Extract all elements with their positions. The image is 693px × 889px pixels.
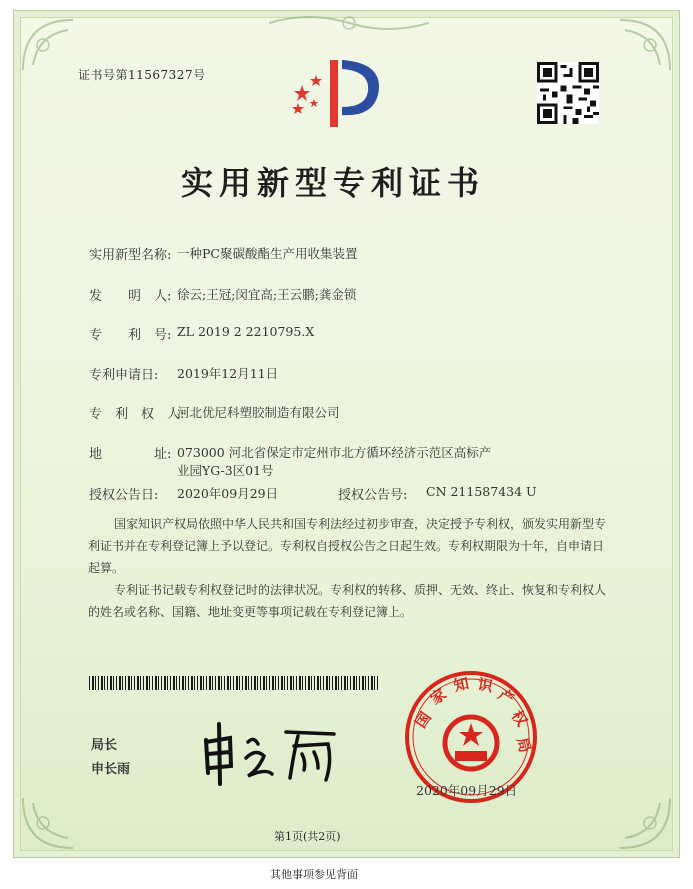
svg-text:产: 产	[494, 685, 518, 709]
field-label-name: 实用新型名称:	[89, 248, 172, 263]
director-signature-icon	[198, 718, 343, 786]
field-label-inventor: 发 明 人:	[89, 289, 172, 304]
svg-text:家: 家	[426, 684, 450, 709]
grant-no-label: 授权公告号:	[338, 488, 408, 503]
top-ornament-icon	[269, 11, 429, 35]
qr-code-icon	[537, 62, 599, 124]
grant-statement-paragraph: 国家知识产权局依照中华人民共和国专利法经过初步审查，决定授予专利权，颁发实用新型专利证书并在专利登记簿上予以登记。专利权自授权公告之日起生效。专利权期限为十年，自申请日起算。	[88, 517, 607, 575]
director-name: 申长雨	[91, 762, 131, 777]
field-value-address-line2: 业园YG-3区01号	[177, 463, 274, 478]
svg-text:识: 识	[476, 675, 495, 696]
back-note: 其他事项参见背面	[270, 868, 358, 881]
field-value-patent-no: ZL 2019 2 2210795.X	[177, 324, 315, 339]
field-value-patentee: 河北优尼科塑胶制造有限公司	[177, 405, 340, 420]
certificate-number: 证书号第11567327号	[78, 68, 206, 82]
field-label-filing-date: 专利申请日:	[89, 368, 159, 383]
svg-text:权: 权	[507, 706, 532, 730]
corner-ornament-icon	[585, 793, 675, 853]
svg-text:国: 国	[411, 708, 435, 732]
certificate-page	[13, 10, 680, 858]
legal-status-paragraph: 专利证书记载专利权登记时的法律状况。专利权的转移、质押、无效、终止、恢复和专利权人的姓名或名称、国籍、地址变更等事项记载在专利登记簿上。	[88, 583, 607, 619]
field-label-patentee: 专 利 权 人:	[89, 407, 185, 422]
grant-no-value: CN 211587434 U	[426, 484, 537, 499]
page-info: 第1页(共2页)	[274, 830, 341, 843]
field-value-filing-date: 2019年12月11日	[177, 366, 279, 381]
grant-date-value: 2020年09月29日	[177, 486, 279, 501]
barcode-icon	[89, 676, 379, 690]
field-value-address: 073000 河北省保定市定州市北方循环经济示范区高标产	[177, 445, 492, 460]
certificate-title: 实用新型专利证书	[181, 164, 486, 202]
field-label-patent-no: 专 利 号:	[89, 328, 172, 343]
director-title: 局长	[91, 738, 118, 753]
field-value-name: 一种PC聚碳酸酯生产用收集装置	[177, 246, 358, 261]
seal-date: 2020年09月29日	[416, 783, 518, 798]
grant-date-label: 授权公告日:	[89, 488, 159, 503]
field-label-address: 地 址:	[89, 447, 172, 462]
corner-ornament-icon	[18, 793, 108, 853]
svg-text:知: 知	[452, 674, 471, 695]
patent-office-logo-icon	[290, 55, 390, 135]
svg-text:局: 局	[513, 735, 535, 755]
field-value-inventor: 徐云;王冠;闵宜高;王云鹏;龚金锁	[177, 287, 357, 302]
